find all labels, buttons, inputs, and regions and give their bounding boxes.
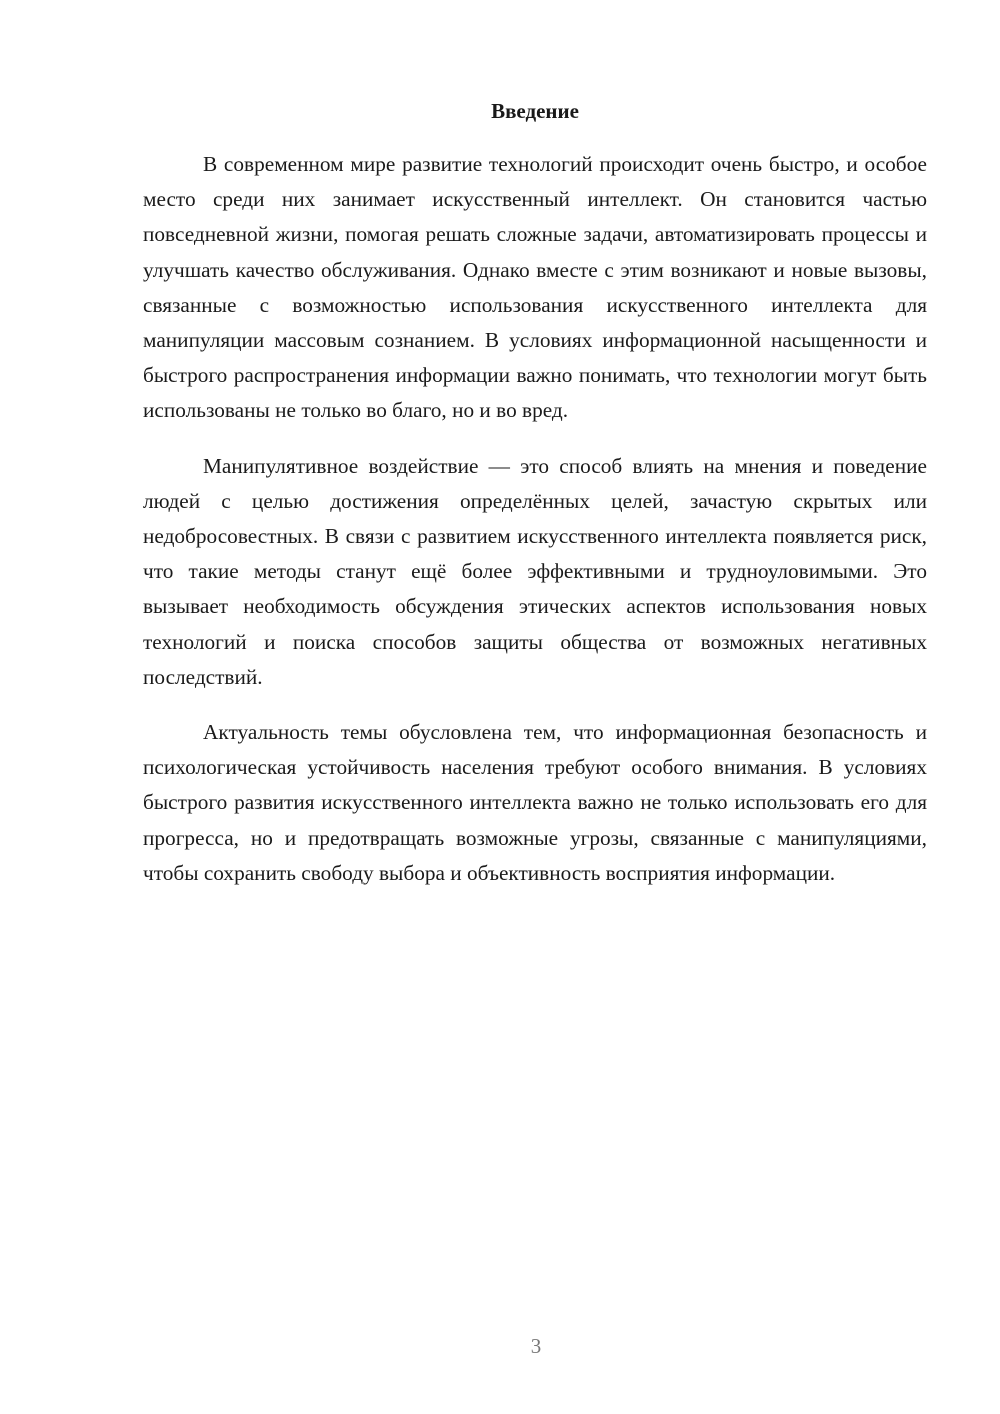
document-body (143, 97, 927, 911)
paragraph-1: В современном мире развитие технологий происходит очень быстро, и особое место среди них занимает искусственный интеллект. Он становится частью повседневной жизни, помогая решать сложные задачи, автоматизировать процессы и улучшать качество обслуживания. Однако вместе с этим возникают и новые вызовы, связанные с возможностью использования искусственного интеллекта для манипуляции массовым сознанием. В условиях информационной насыщенности и быстрого распространения информации важно понимать, что технологии могут быть использованы не только во благо, но и во вред. (143, 152, 927, 423)
page-number: 3 (530, 1334, 542, 1358)
paragraph-3: Актуальность темы обусловлена тем, что информационная безопасность и психологическая устойчивость населения требуют особого внимания. В условиях быстрого развития искусственного интеллекта важно не только использовать его для прогресса, но и предотвращать возможные угрозы, связанные с манипуляциями, чтобы сохранить свободу выбора и объективность восприятия информации. (143, 720, 927, 885)
paragraph-2: Манипулятивное воздействие — это способ влиять на мнения и поведение людей с целью достижения определённых целей, зачастую скрытых или недобросовестных. В связи с развитием искусственного интеллекта появляется риск, что такие методы станут ещё более эффективными и трудноуловимыми. Это вызывает необходимость обсуждения этических аспектов использования новых технологий и поиска способов защиты общества от возможных негативных последствий. (143, 453, 927, 689)
section-heading: Введение (491, 99, 579, 123)
